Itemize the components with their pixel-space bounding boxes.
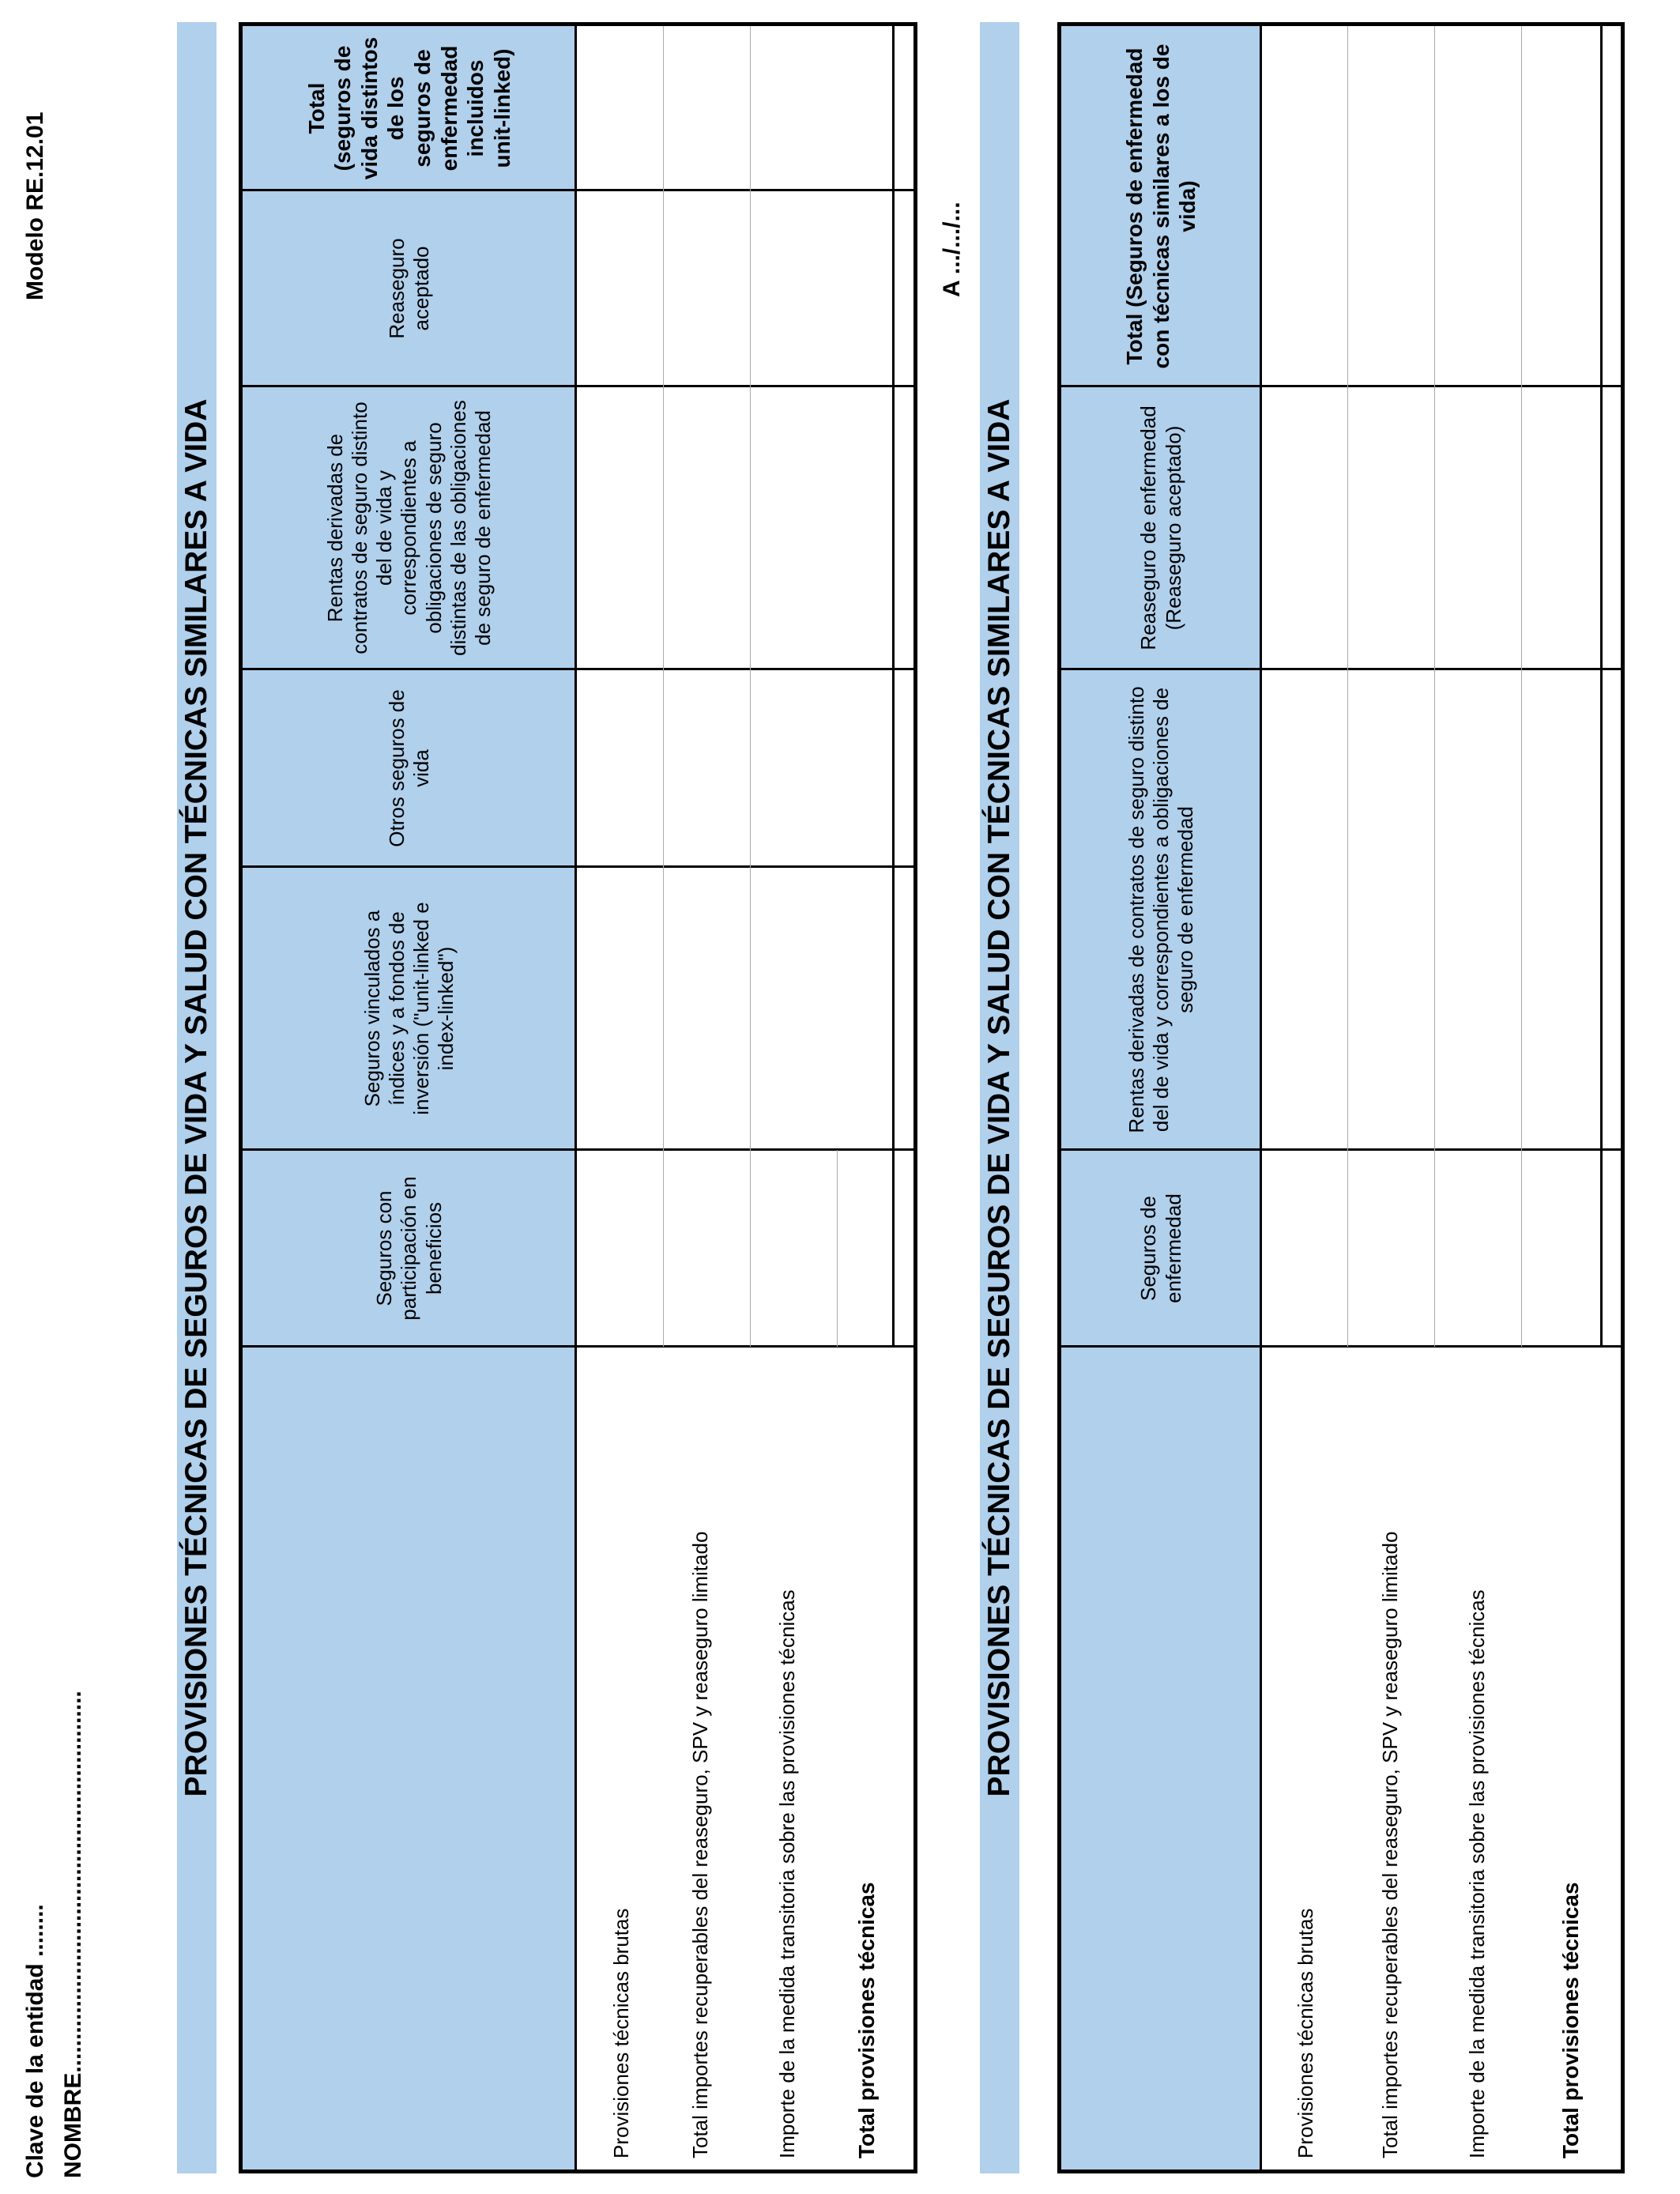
table2-title: PROVISIONES TÉCNICAS DE SEGUROS DE VIDA Y SALUD CON TÉCNICAS SIMILARES A VIDA bbox=[980, 22, 1019, 2173]
table1-row-label-total: Total provisiones técnicas bbox=[854, 1882, 880, 2158]
table1-col-divider bbox=[243, 385, 913, 387]
table1-title: PROVISIONES TÉCNICAS DE SEGUROS DE VIDA Y SALUD CON TÉCNICAS SIMILARES A VIDA bbox=[177, 22, 217, 2173]
table2-col-divider bbox=[1061, 1148, 1621, 1151]
table1 bbox=[239, 22, 917, 2173]
table2 bbox=[1057, 22, 1625, 2173]
table1-corner bbox=[243, 1347, 576, 2169]
table1-col-header: Reaseguro aceptado bbox=[243, 190, 576, 386]
model-code: Modelo RE.12.01 bbox=[22, 111, 48, 300]
table2-row-label: Provisiones técnicas brutas bbox=[1294, 1908, 1318, 2158]
table1-total-divider bbox=[892, 26, 895, 1347]
entity-name-label: NOMBRE.......................................................... bbox=[60, 1691, 86, 2178]
table2-row-divider bbox=[1521, 26, 1522, 1347]
table1-col-header: Seguros vinculados a índices y a fondos de inversión ("unit-linked e index-linked") bbox=[243, 867, 576, 1150]
table1-row-divider bbox=[663, 26, 664, 1347]
table1-col-header: Otros seguros de vida bbox=[243, 669, 576, 867]
table1-row-label: Importe de la medida transitoria sobre las provisiones técnicas bbox=[775, 1589, 800, 2158]
table1-col-header: Seguros con participación en beneficios bbox=[243, 1150, 576, 1347]
table1-col-divider bbox=[243, 189, 913, 191]
table2-col-divider bbox=[1061, 668, 1621, 670]
table2-row-divider bbox=[1347, 26, 1348, 1347]
table1-row-label: Total importes recuperables del reaseguro, SPV y reaseguro limitado bbox=[688, 1531, 713, 2158]
table1-col-header: Rentas derivadas de contratos de seguro distinto del de vida y correspondientes a obligaciones de seguro distintas de las obligaciones de seguro de enfermedad bbox=[243, 386, 576, 669]
table2-col-header-total: Total (Seguros de enfermedad con técnicas similares a los de vida) bbox=[1061, 26, 1261, 386]
table2-row-label: Importe de la medida transitoria sobre las provisiones técnicas bbox=[1465, 1589, 1490, 2158]
table1-col-divider bbox=[243, 1148, 913, 1151]
table2-corner bbox=[1061, 1347, 1261, 2169]
table1-row-label: Provisiones técnicas brutas bbox=[609, 1908, 634, 2158]
table1-col-divider bbox=[243, 865, 913, 868]
table2-row-label: Total importes recuperables del reaseguro, SPV y reaseguro limitado bbox=[1378, 1531, 1403, 2158]
table1-col-divider bbox=[243, 1345, 913, 1348]
date-field: A .../.../... bbox=[939, 202, 965, 297]
table1-row-divider bbox=[837, 1150, 838, 1347]
table2-row-label-total: Total provisiones técnicas bbox=[1558, 1882, 1584, 2158]
table1-row-divider bbox=[750, 26, 751, 1347]
table2-col-divider bbox=[1061, 1345, 1621, 1348]
table2-total-divider bbox=[1600, 26, 1603, 1347]
table1-header-divider bbox=[574, 26, 577, 2169]
entity-key-label: Clave de la entidad ........ bbox=[22, 1904, 48, 2178]
table2-col-header: Seguros de enfermedad bbox=[1061, 1150, 1261, 1347]
table2-col-header: Reaseguro de enfermedad (Reaseguro aceptado) bbox=[1061, 386, 1261, 669]
table2-col-divider bbox=[1061, 385, 1621, 387]
table2-row-divider bbox=[1434, 26, 1435, 1347]
table2-header-divider bbox=[1260, 26, 1262, 2169]
table1-col-header-total: Total (seguros de vida distintos de los seguros de enfermedad incluidos unit-linked) bbox=[243, 26, 576, 190]
table2-col-header: Rentas derivadas de contratos de seguro distinto del de vida y correspondientes a obligaciones de seguro de enfermedad bbox=[1061, 669, 1261, 1150]
table1-col-divider bbox=[243, 668, 913, 670]
